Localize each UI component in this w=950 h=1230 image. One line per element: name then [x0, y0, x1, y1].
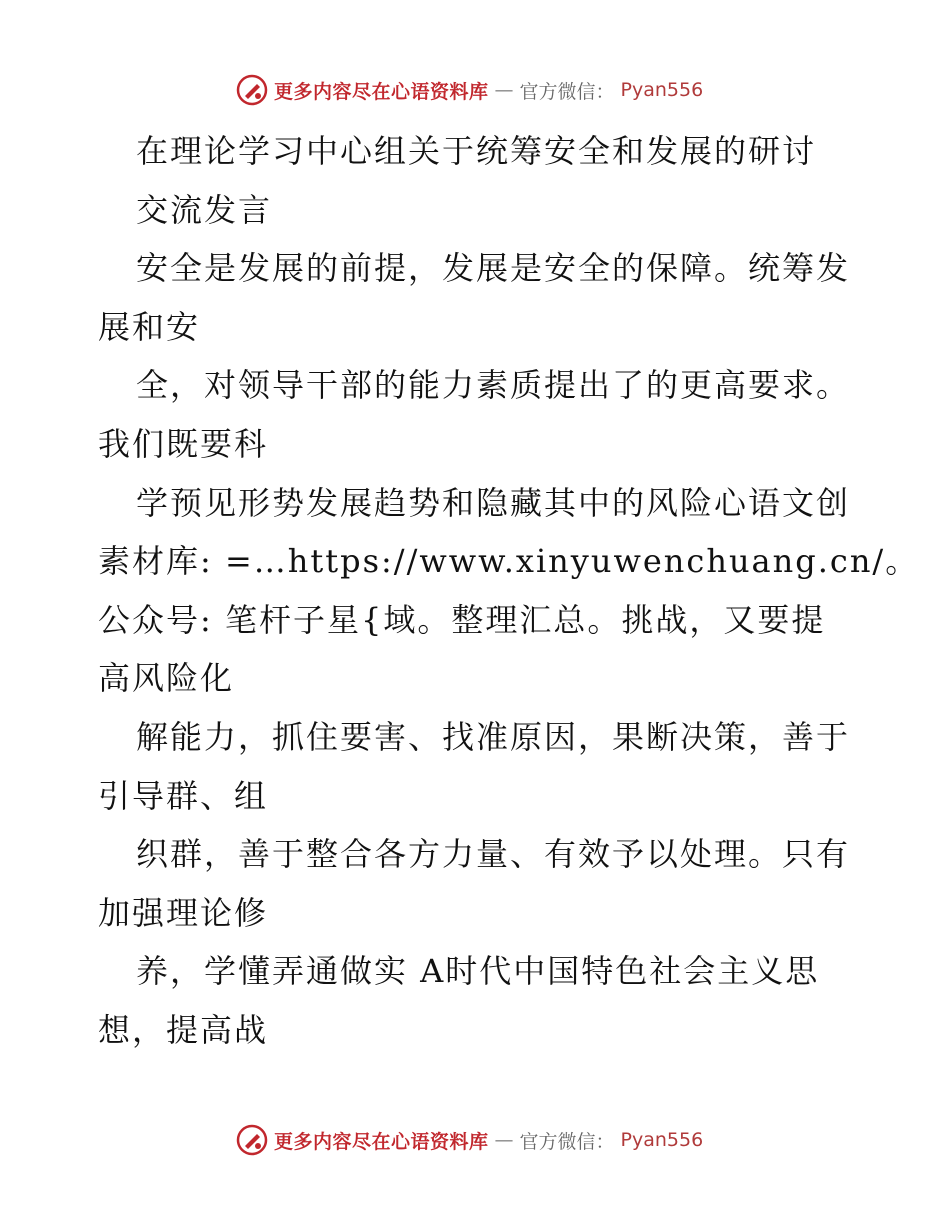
text-line: 交流发言	[136, 190, 273, 229]
text-line: 展和安	[98, 307, 201, 346]
brand-logo-icon	[236, 1124, 268, 1156]
text-line: 想，提高战	[98, 1010, 269, 1049]
text-line: 学预见形势发展趋势和隐藏其中的风险心语文创	[136, 483, 851, 522]
footer-wechat-id: Pyan556	[620, 1129, 704, 1151]
header-wechat-id: Pyan556	[620, 79, 704, 101]
text-line: 素材库: =…https://www.xinyuwenchuang.cn/。	[98, 542, 920, 581]
text-line: 解能力，抓住要害、找准原因，果断决策，善于	[136, 717, 851, 756]
text-line: 全，对领导干部的能力素质提出了的更高要求。	[136, 366, 851, 405]
footer-banner-text: 更多内容尽在心语资料库	[274, 1130, 489, 1153]
text-line: 我们既要科	[98, 424, 269, 463]
document-body	[98, 122, 920, 1060]
header-wechat-label: 官方微信：	[519, 80, 615, 103]
header-banner	[236, 73, 703, 107]
text-line: 加强理论修	[98, 893, 269, 932]
text-line: 在理论学习中心组关于统筹安全和发展的研讨	[136, 132, 817, 170]
header-separator: —	[494, 79, 514, 101]
text-line: 引导群、组	[98, 776, 269, 815]
text-line: 安全是发展的前提，发展是安全的保障。统筹发	[136, 249, 851, 288]
footer-banner	[236, 1123, 703, 1157]
header-banner-text: 更多内容尽在心语资料库	[274, 80, 489, 103]
text-line: 高风险化	[98, 659, 235, 698]
brand-logo-icon	[236, 74, 268, 106]
footer-wechat-label: 官方微信：	[519, 1130, 615, 1153]
text-line: 织群，善于整合各方力量、有效予以处理。只有	[136, 835, 851, 874]
text-line: 养，学懂弄通做实 A时代中国特色社会主义思	[136, 952, 820, 991]
footer-separator: —	[494, 1129, 514, 1151]
text-line: 公众号: 笔杆子星{域。整理汇总。挑战，又要提	[98, 600, 826, 639]
